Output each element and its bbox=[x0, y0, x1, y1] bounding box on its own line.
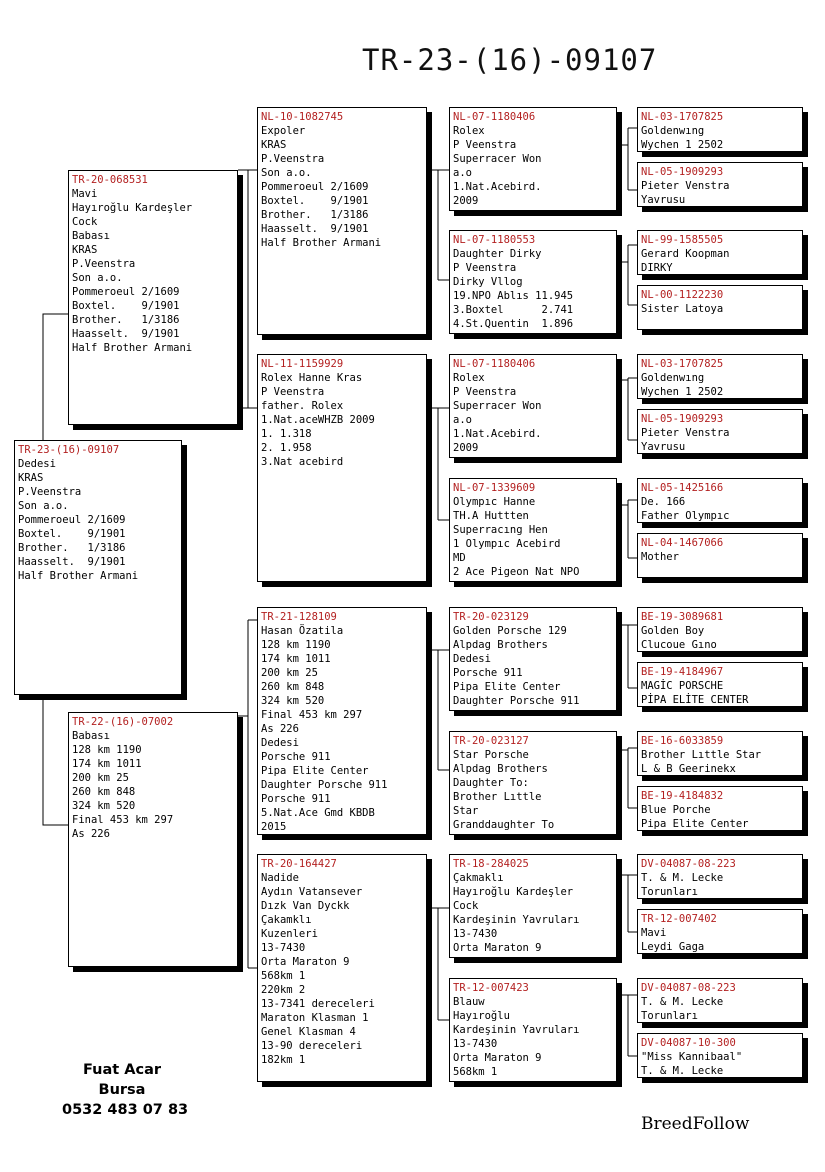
bird-details bbox=[18, 457, 178, 583]
ggp-card-1[interactable] bbox=[637, 107, 803, 152]
detail-line: Genel Klasman 4 bbox=[261, 1026, 356, 1038]
detail-line: 174 km 1011 bbox=[261, 653, 331, 665]
detail-line: Dedesi bbox=[18, 458, 56, 470]
ring-number: BE-19-4184832 bbox=[641, 790, 724, 802]
detail-line: 19.NPO Ablıs 11.945 bbox=[453, 290, 574, 302]
detail-line: Kuzenleri bbox=[261, 928, 318, 940]
detail-line: Father Olympıc bbox=[641, 510, 730, 522]
sire-dam-sire-card[interactable] bbox=[449, 354, 617, 458]
sire-sire-sire-card[interactable] bbox=[449, 107, 617, 211]
ring-number: TR-20-164427 bbox=[261, 858, 337, 870]
detail-line: Daughter Porsche 911 bbox=[261, 779, 388, 791]
detail-line: 4.St.Quentin 1.896 bbox=[453, 318, 574, 330]
detail-line: 13-90 dereceleri bbox=[261, 1040, 363, 1052]
detail-line: 260 km 848 bbox=[261, 681, 325, 693]
ring-number: NL-07-1339609 bbox=[453, 482, 536, 494]
bird-details bbox=[72, 729, 234, 841]
ring-number: NL-05-1909293 bbox=[641, 413, 724, 425]
dam-sire-dam-card[interactable] bbox=[449, 731, 617, 835]
detail-line: 13-7341 dereceleri bbox=[261, 998, 375, 1010]
detail-line: Maraton Klasman 1 bbox=[261, 1012, 369, 1024]
bird-details bbox=[261, 371, 423, 469]
ring-number: NL-00-1122230 bbox=[641, 289, 724, 301]
bird-details bbox=[453, 624, 613, 708]
detail-line: Alpdag Brothers bbox=[453, 763, 548, 775]
detail-line: P Veenstra bbox=[453, 386, 517, 398]
detail-line: Babası bbox=[72, 730, 110, 742]
detail-line: KRAS bbox=[261, 139, 287, 151]
ring-number: NL-99-1585505 bbox=[641, 234, 724, 246]
detail-line: Brother. 1/3186 bbox=[261, 209, 369, 221]
bird-details bbox=[641, 679, 799, 707]
detail-line: Orta Maraton 9 bbox=[453, 942, 542, 954]
bird-details bbox=[641, 803, 799, 831]
detail-line: Final 453 km 297 bbox=[261, 709, 363, 721]
detail-line: 2 Ace Pigeon Nat NPO bbox=[453, 566, 580, 578]
detail-line: 568km 1 bbox=[453, 1066, 498, 1078]
bird-details bbox=[641, 124, 799, 152]
detail-line: Porsche 911 bbox=[261, 793, 331, 805]
bird-details bbox=[641, 495, 799, 523]
detail-line: Porsche 911 bbox=[261, 751, 331, 763]
detail-line: DIRKY bbox=[641, 262, 673, 274]
detail-line: 128 km 1190 bbox=[261, 639, 331, 651]
detail-line: 1.Nat.Acebird. bbox=[453, 181, 542, 193]
detail-line: Gerard Koopman bbox=[641, 248, 730, 260]
bird-details bbox=[641, 995, 799, 1023]
ring-number: DV-04087-08-223 bbox=[641, 982, 736, 994]
ggp-card-8[interactable] bbox=[637, 533, 803, 578]
detail-line: 2009 bbox=[453, 442, 479, 454]
detail-line: Mother bbox=[641, 551, 679, 563]
detail-line: P.Veenstra bbox=[72, 258, 136, 270]
ring-number: NL-04-1467066 bbox=[641, 537, 724, 549]
detail-line: 324 km 520 bbox=[261, 695, 325, 707]
detail-line: 568km 1 bbox=[261, 970, 306, 982]
detail-line: Daughter Dirky bbox=[453, 248, 542, 260]
detail-line: 1.Nat.Acebird. bbox=[453, 428, 542, 440]
detail-line: Torunları bbox=[641, 1010, 698, 1022]
ring-number: NL-03-1707825 bbox=[641, 358, 724, 370]
ggp-card-12[interactable] bbox=[637, 786, 803, 831]
ring-number: TR-20-023129 bbox=[453, 611, 529, 623]
detail-line: 182km 1 bbox=[261, 1054, 306, 1066]
detail-line: Hayıroğlu Kardeşler bbox=[453, 886, 574, 898]
ggp-card-15[interactable] bbox=[637, 978, 803, 1023]
detail-line: Rolex bbox=[453, 372, 485, 384]
detail-line: Alpdag Brothers bbox=[453, 639, 548, 651]
detail-line: Brother Lıttle bbox=[453, 791, 542, 803]
detail-line: Golden Porsche 129 bbox=[453, 625, 567, 637]
ggp-card-7[interactable] bbox=[637, 478, 803, 523]
bird-details bbox=[453, 995, 613, 1079]
ring-number: BE-19-4184967 bbox=[641, 666, 724, 678]
ring-number: NL-07-1180553 bbox=[453, 234, 536, 246]
ggp-card-3[interactable] bbox=[637, 230, 803, 275]
detail-line: Superracer Won bbox=[453, 153, 542, 165]
bird-details bbox=[641, 302, 799, 316]
detail-line: "Miss Kannibaal" bbox=[641, 1051, 743, 1063]
ring-number: NL-11-1159929 bbox=[261, 358, 344, 370]
detail-line: 200 km 25 bbox=[72, 772, 129, 784]
bird-details bbox=[641, 247, 799, 275]
detail-line: Expoler bbox=[261, 125, 306, 137]
detail-line: Dedesi bbox=[261, 737, 299, 749]
detail-line: Pieter Venstra bbox=[641, 427, 730, 439]
detail-line: Dirky Vllog bbox=[453, 276, 523, 288]
detail-line: T. & M. Lecke bbox=[641, 872, 724, 884]
ggp-card-16[interactable] bbox=[637, 1033, 803, 1078]
ring-number: TR-20-068531 bbox=[72, 174, 148, 186]
ring-number: TR-23-(16)-09107 bbox=[18, 444, 120, 456]
detail-line: Star bbox=[453, 805, 479, 817]
detail-line: Dedesi bbox=[453, 653, 491, 665]
owner-city: Bursa bbox=[98, 1082, 146, 1098]
detail-line: 174 km 1011 bbox=[72, 758, 142, 770]
detail-line: Yavrusu bbox=[641, 194, 686, 206]
detail-line: Nadide bbox=[261, 872, 299, 884]
detail-line: Pipa Elite Center bbox=[453, 681, 561, 693]
detail-line: P.Veenstra bbox=[261, 153, 325, 165]
detail-line: MD bbox=[453, 552, 466, 564]
detail-line: 5.Nat.Ace Gmd KBDB bbox=[261, 807, 375, 819]
detail-line: Hayıroğlu bbox=[453, 1010, 510, 1022]
bird-details bbox=[261, 624, 423, 834]
detail-line: Half Brother Armani bbox=[261, 237, 382, 249]
dam-sire-sire-card[interactable] bbox=[449, 607, 617, 711]
sire-dam-card[interactable] bbox=[257, 354, 427, 582]
detail-line: Star Porsche bbox=[453, 749, 529, 761]
detail-line: Boxtel. 9/1901 bbox=[18, 528, 126, 540]
bird-details bbox=[453, 495, 613, 579]
detail-line: Boxtel. 9/1901 bbox=[261, 195, 369, 207]
detail-line: T. & M. Lecke bbox=[641, 1065, 724, 1077]
ring-number: NL-05-1909293 bbox=[641, 166, 724, 178]
bird-details bbox=[261, 124, 423, 250]
ring-number: NL-10-1082745 bbox=[261, 111, 344, 123]
ring-number: TR-21-128109 bbox=[261, 611, 337, 623]
bird-details bbox=[641, 1050, 799, 1078]
detail-line: Olympıc Hanne bbox=[453, 496, 536, 508]
detail-line: Pommeroeul 2/1609 bbox=[18, 514, 126, 526]
detail-line: 260 km 848 bbox=[72, 786, 136, 798]
detail-line: Porsche 911 bbox=[453, 667, 523, 679]
detail-line: Leydi Gaga bbox=[641, 941, 705, 953]
detail-line: Haasselt. 9/1901 bbox=[18, 556, 126, 568]
owner-phone: 0532 483 07 83 bbox=[62, 1102, 189, 1118]
ggp-card-11[interactable] bbox=[637, 731, 803, 776]
ring-number: TR-20-023127 bbox=[453, 735, 529, 747]
detail-line: Sister Latoya bbox=[641, 303, 724, 315]
bird-details bbox=[641, 624, 799, 652]
detail-line: De. 166 bbox=[641, 496, 686, 508]
ggp-card-5[interactable] bbox=[637, 354, 803, 399]
detail-line: Son a.o. bbox=[72, 272, 123, 284]
detail-line: Pommeroeul 2/1609 bbox=[72, 286, 180, 298]
ggp-card-13[interactable] bbox=[637, 854, 803, 899]
detail-line: 1 Olympıc Acebird bbox=[453, 538, 561, 550]
dam-card[interactable] bbox=[68, 712, 238, 967]
detail-line: 324 km 520 bbox=[72, 800, 136, 812]
dam-dam-card[interactable] bbox=[257, 854, 427, 1082]
bird-details bbox=[453, 871, 613, 955]
detail-line: Aydın Vatansever bbox=[261, 886, 363, 898]
bird-details bbox=[261, 871, 423, 1067]
detail-line: Hasan Özatila bbox=[261, 625, 344, 637]
ring-number: TR-12-007402 bbox=[641, 913, 717, 925]
brand-logo-text: BreedFollow bbox=[641, 1114, 750, 1134]
bird-details bbox=[453, 124, 613, 208]
detail-line: TH.A Huttten bbox=[453, 510, 529, 522]
pedigree-title: TR-23-(16)-09107 bbox=[362, 43, 658, 77]
detail-line: Blue Porche bbox=[641, 804, 711, 816]
bird-details bbox=[72, 187, 234, 355]
owner-name: Fuat Acar bbox=[82, 1062, 162, 1078]
bird-details bbox=[641, 426, 799, 454]
detail-line: Clucoue Gıno bbox=[641, 639, 717, 651]
ring-number: TR-12-007423 bbox=[453, 982, 529, 994]
detail-line: Pipa Elite Center bbox=[641, 818, 749, 830]
dam-dam-sire-card[interactable] bbox=[449, 854, 617, 958]
detail-line: 220km 2 bbox=[261, 984, 306, 996]
detail-line: Wychen 1 2502 bbox=[641, 139, 724, 151]
detail-line: Superracer Won bbox=[453, 400, 542, 412]
dam-sire-card[interactable] bbox=[257, 607, 427, 835]
ring-number: TR-18-284025 bbox=[453, 858, 529, 870]
detail-line: Goldenwıng bbox=[641, 125, 705, 137]
detail-line: a.o bbox=[453, 167, 472, 179]
detail-line: 1. 1.318 bbox=[261, 428, 312, 440]
detail-line: Torunları bbox=[641, 886, 698, 898]
ring-number: NL-07-1180406 bbox=[453, 358, 536, 370]
ring-number: DV-04087-10-300 bbox=[641, 1037, 736, 1049]
ggp-card-4[interactable] bbox=[637, 285, 803, 330]
ring-number: BE-19-3089681 bbox=[641, 611, 724, 623]
detail-line: 200 km 25 bbox=[261, 667, 318, 679]
detail-line: T. & M. Lecke bbox=[641, 996, 724, 1008]
detail-line: Golden Boy bbox=[641, 625, 705, 637]
ggp-card-9[interactable] bbox=[637, 607, 803, 652]
ggp-card-10[interactable] bbox=[637, 662, 803, 707]
detail-line: P Veenstra bbox=[261, 386, 325, 398]
detail-line: KRAS bbox=[18, 472, 44, 484]
sire-card[interactable] bbox=[68, 170, 238, 425]
detail-line: As 226 bbox=[261, 723, 299, 735]
detail-line: Orta Maraton 9 bbox=[261, 956, 350, 968]
detail-line: Rolex Hanne Kras bbox=[261, 372, 363, 384]
detail-line: MAGİC PORSCHE bbox=[641, 680, 724, 692]
detail-line: Cock bbox=[72, 216, 98, 228]
dam-dam-dam-card[interactable] bbox=[449, 978, 617, 1082]
ring-number: NL-07-1180406 bbox=[453, 111, 536, 123]
bird-details bbox=[641, 179, 799, 207]
detail-line: Orta Maraton 9 bbox=[453, 1052, 542, 1064]
detail-line: P Veenstra bbox=[453, 139, 517, 151]
detail-line: Boxtel. 9/1901 bbox=[72, 300, 180, 312]
detail-line: Pieter Venstra bbox=[641, 180, 730, 192]
subject-bird-card[interactable] bbox=[14, 440, 182, 695]
detail-line: 13-7430 bbox=[261, 942, 306, 954]
detail-line: P.Veenstra bbox=[18, 486, 82, 498]
detail-line: father. Rolex bbox=[261, 400, 344, 412]
detail-line: Blauw bbox=[453, 996, 485, 1008]
detail-line: KRAS bbox=[72, 244, 98, 256]
detail-line: Babası bbox=[72, 230, 110, 242]
detail-line: Daughter To: bbox=[453, 777, 529, 789]
detail-line: Son a.o. bbox=[261, 167, 312, 179]
detail-line: Kardeşinin Yavruları bbox=[453, 914, 580, 926]
detail-line: 3.Boxtel 2.741 bbox=[453, 304, 574, 316]
sire-sire-card[interactable] bbox=[257, 107, 427, 335]
ggp-card-6[interactable] bbox=[637, 409, 803, 454]
detail-line: 2009 bbox=[453, 195, 479, 207]
bird-details bbox=[641, 550, 799, 564]
detail-line: Kardeşinin Yavruları bbox=[453, 1024, 580, 1036]
detail-line: Half Brother Armani bbox=[18, 570, 139, 582]
detail-line: Pommeroeul 2/1609 bbox=[261, 181, 369, 193]
sire-dam-dam-card[interactable] bbox=[449, 478, 617, 582]
detail-line: a.o bbox=[453, 414, 472, 426]
detail-line: Yavrusu bbox=[641, 441, 686, 453]
ring-number: NL-05-1425166 bbox=[641, 482, 724, 494]
detail-line: Dızk Van Dyckk bbox=[261, 900, 350, 912]
ring-number: TR-22-(16)-07002 bbox=[72, 716, 174, 728]
detail-line: Superracıng Hen bbox=[453, 524, 548, 536]
detail-line: L & B Geerinekx bbox=[641, 763, 736, 775]
detail-line: 13-7430 bbox=[453, 928, 498, 940]
detail-line: Haasselt. 9/1901 bbox=[72, 328, 180, 340]
detail-line: Son a.o. bbox=[18, 500, 69, 512]
detail-line: Daughter Porsche 911 bbox=[453, 695, 580, 707]
detail-line: Çakmaklı bbox=[453, 872, 504, 884]
detail-line: 13-7430 bbox=[453, 1038, 498, 1050]
bird-details bbox=[453, 371, 613, 455]
detail-line: Cock bbox=[453, 900, 479, 912]
detail-line: Çakamklı bbox=[261, 914, 312, 926]
ring-number: DV-04087-08-223 bbox=[641, 858, 736, 870]
bird-details bbox=[641, 748, 799, 776]
detail-line: Mavi bbox=[72, 188, 98, 200]
detail-line: Half Brother Armani bbox=[72, 342, 193, 354]
detail-line: 1.Nat.aceWHZB 2009 bbox=[261, 414, 375, 426]
detail-line: Rolex bbox=[453, 125, 485, 137]
detail-line: Goldenwıng bbox=[641, 372, 705, 384]
bird-details bbox=[641, 926, 799, 954]
ggp-card-14[interactable] bbox=[637, 909, 803, 954]
detail-line: 2015 bbox=[261, 821, 287, 833]
bird-details bbox=[641, 371, 799, 399]
detail-line: PİPA ELİTE CENTER bbox=[641, 694, 749, 706]
detail-line: P Veenstra bbox=[453, 262, 517, 274]
detail-line: 128 km 1190 bbox=[72, 744, 142, 756]
detail-line: Granddaughter To bbox=[453, 819, 555, 831]
detail-line: Wychen 1 2502 bbox=[641, 386, 724, 398]
bird-details bbox=[453, 247, 613, 331]
detail-line: Pipa Elite Center bbox=[261, 765, 369, 777]
owner-contact bbox=[62, 1060, 189, 1120]
sire-sire-dam-card[interactable] bbox=[449, 230, 617, 334]
detail-line: Final 453 km 297 bbox=[72, 814, 174, 826]
detail-line: As 226 bbox=[72, 828, 110, 840]
detail-line: Brother. 1/3186 bbox=[72, 314, 180, 326]
detail-line: 2. 1.958 bbox=[261, 442, 312, 454]
ring-number: BE-16-6033859 bbox=[641, 735, 724, 747]
ggp-card-2[interactable] bbox=[637, 162, 803, 207]
detail-line: 3.Nat acebird bbox=[261, 456, 344, 468]
detail-line: Hayıroğlu Kardeşler bbox=[72, 202, 193, 214]
detail-line: Brother. 1/3186 bbox=[18, 542, 126, 554]
detail-line: Mavi bbox=[641, 927, 667, 939]
ring-number: NL-03-1707825 bbox=[641, 111, 724, 123]
detail-line: Haasselt. 9/1901 bbox=[261, 223, 369, 235]
detail-line: Brother Lıttle Star bbox=[641, 749, 762, 761]
bird-details bbox=[453, 748, 613, 832]
bird-details bbox=[641, 871, 799, 899]
